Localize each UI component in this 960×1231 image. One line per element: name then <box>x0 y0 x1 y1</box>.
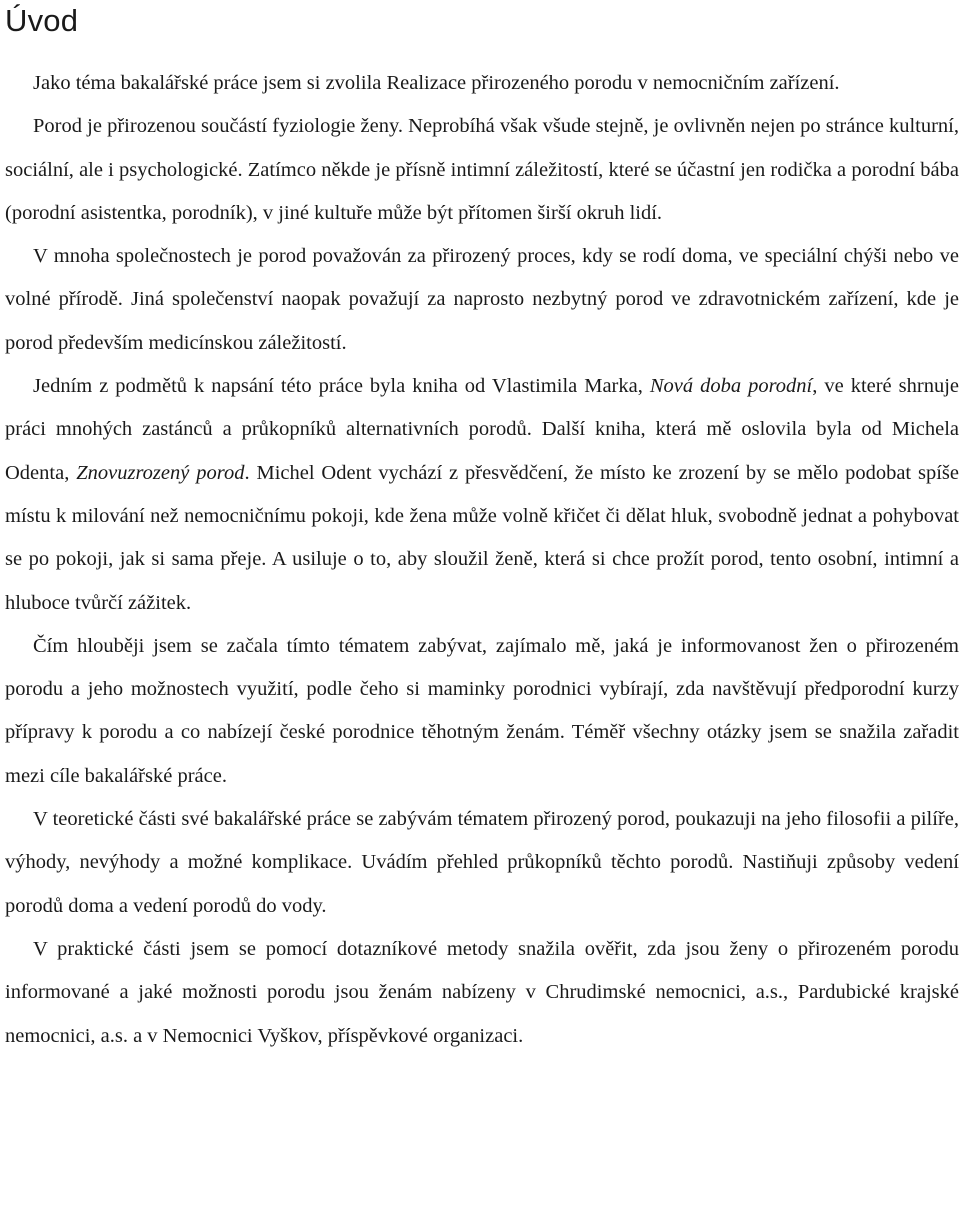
inspiration-text-2: , ve které shrnuje práci mnohých zastánců a průkopníků alternativních porodů. Další kniha, která mě oslovila byla od Michela Odenta, <box>5 375 959 484</box>
section-heading: Úvod <box>5 3 79 38</box>
paragraph-inspiration <box>5 365 959 625</box>
book-title-nova-doba: Nová doba porodní <box>649 375 813 398</box>
document-body <box>5 62 959 1058</box>
inspiration-text-1: Jedním z podmětů k napsání této práce byla kniha od Vlastimila Marka, <box>33 375 650 398</box>
paragraph-physiology: Porod je přirozenou součástí fyziologie ženy. Neprobíhá však všude stejně, je ovlivněn nejen po stránce kulturní, sociální, ale i psychologické. Zatímco někde je přísně intimní záležitostí, které se účastní jen rodička a porodní bába (porodní asistentka, porodník), v jiné kultuře může být přítomen širší okruh lidí. <box>5 115 959 224</box>
book-title-znovuzrozeny: Znovuzrozený porod <box>76 461 245 484</box>
paragraph-theoretical-part: V teoretické části své bakalářské práce se zabývám tématem přirozený porod, poukazuji na jeho filosofii a pilíře, výhody, nevýhody a možné komplikace. Uvádím přehled průkopníků těchto porodů. Nastiňuji způsoby vedení porodů doma a vedení porodů do vody. <box>5 808 959 917</box>
inspiration-text-3: . Michel Odent vychází z přesvědčení, že místo ke zrození by se mělo podobat spíše místu k milování než nemocničnímu pokoji, kde žena může volně křičet či dělat hluk, svobodně jednat a pohybovat se po pokoji, jak si sama přeje. A usiluje o to, aby sloužil ženě, která si chce prožít porod, tento osobní, intimní a hluboce tvůrčí zážitek. <box>5 461 960 614</box>
paragraph-questions: Čím hlouběji jsem se začala tímto tématem zabývat, zajímalo mě, jaká je informovanost žen o přirozeném porodu a jeho možnostech využití, podle čeho si maminky porodnici vybírají, zda navštěvují předporodní kurzy přípravy k porodu a co nabízejí české porodnice těhotným ženám. Téměř všechny otázky jsem se snažila zařadit mezi cíle bakalářské práce. <box>5 634 959 787</box>
paragraph-practical-part: V praktické části jsem se pomocí dotazníkové metody snažila ověřit, zda jsou ženy o přirozeném porodu informované a jaké možnosti porodu jsou ženám nabízeny v Chrudimské nemocnici, a.s., Pardubické krajské nemocnici, a.s. a v Nemocnici Vyškov, příspěvkové organizaci. <box>5 937 959 1047</box>
paragraph-topic: Jako téma bakalářské práce jsem si zvolila Realizace přirozeného porodu v nemocničním zařízení. <box>33 72 840 94</box>
paragraph-societies: V mnoha společnostech je porod považován za přirozený proces, kdy se rodí doma, ve speciální chýši nebo ve volné přírodě. Jiná společenství naopak považují za naprosto nezbytný porod ve zdravotnickém zařízení, kde je porod především medicínskou záležitostí. <box>5 245 959 354</box>
